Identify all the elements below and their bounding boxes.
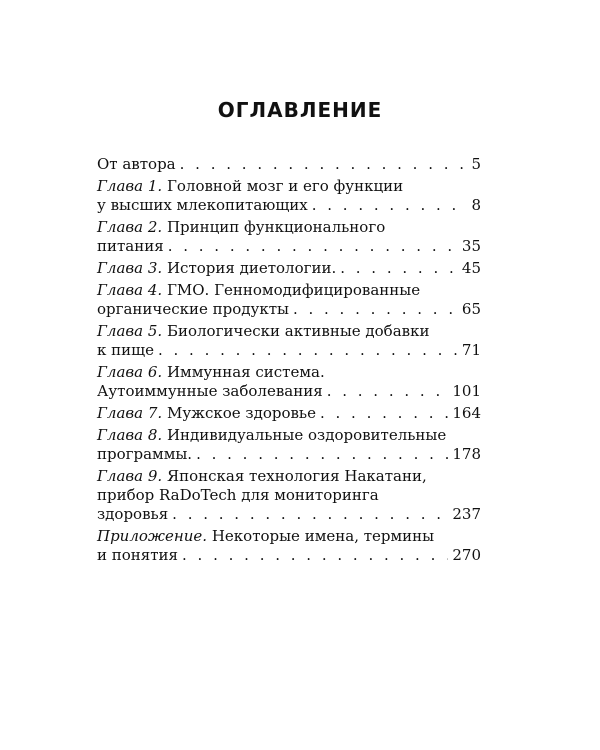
page-number: 8: [471, 196, 481, 214]
toc-entry-text: [97, 546, 178, 565]
leader-dots: [293, 300, 458, 319]
chapter-prefix: Глава 3.: [97, 259, 163, 277]
toc-entry-text: [97, 281, 420, 299]
toc-entry-line: [97, 546, 481, 565]
toc-entry-title: и понятия: [97, 546, 179, 564]
page-number: 71: [461, 341, 481, 359]
leader-dots: [312, 196, 463, 215]
chapter-prefix: Глава 4.: [97, 281, 163, 299]
toc-entry-text: [97, 237, 164, 256]
toc-entry[interactable]: [97, 426, 481, 464]
chapter-prefix: Глава 8.: [97, 426, 163, 444]
toc-entry-line: [97, 527, 481, 546]
toc-entry-line: [97, 259, 481, 278]
toc-entry-line: [97, 322, 481, 341]
toc-entry-text: [97, 467, 427, 485]
leader-dots: [172, 505, 448, 524]
page-number: 45: [461, 259, 481, 277]
toc-entry[interactable]: [97, 155, 481, 174]
toc-entry[interactable]: [97, 281, 481, 319]
page-number: 164: [452, 404, 481, 422]
toc-entry-line: [97, 363, 481, 382]
toc-entry-title: Головной мозг и его функции: [166, 177, 404, 195]
chapter-prefix: Глава 7.: [97, 404, 163, 422]
toc-entry-title: История диетологии.: [166, 259, 337, 277]
toc-entry-title: к пище: [97, 341, 154, 359]
leader-dots: [182, 546, 448, 565]
toc-entry-text: [97, 382, 323, 401]
toc-entry[interactable]: [97, 218, 481, 256]
toc-entry-text: [97, 259, 336, 278]
toc-entry-line: [97, 467, 481, 486]
toc-entry-title: программы.: [97, 445, 193, 463]
toc-entry-text: [97, 196, 308, 215]
toc-entry-title: питания: [97, 237, 164, 255]
page-number: 65: [461, 300, 481, 318]
toc-entry[interactable]: [97, 527, 481, 565]
toc-entry-text: [97, 177, 403, 195]
toc-entry-line: [97, 382, 481, 401]
leader-dots: [320, 404, 448, 423]
toc-entry-title: прибор RaDoTech для мониторинга: [97, 486, 379, 504]
toc-entry-line: [97, 426, 481, 445]
chapter-prefix: Глава 5.: [97, 322, 163, 340]
toc-entry-line: [97, 281, 481, 300]
page-number: 35: [461, 237, 481, 255]
toc-entry-text: [97, 300, 289, 319]
page-title: ОГЛАВЛЕНИЕ: [217, 98, 383, 122]
leader-dots: [196, 445, 448, 464]
toc-entry-text: [97, 426, 446, 444]
leader-dots: [168, 237, 458, 256]
chapter-prefix: Глава 2.: [97, 218, 163, 236]
toc-entry-text: [97, 527, 434, 545]
toc-entry[interactable]: [97, 467, 481, 524]
table-of-contents: [97, 155, 481, 568]
toc-entry-title: Принцип функционального: [166, 218, 386, 236]
toc-entry-line: [97, 486, 481, 505]
toc-entry-line: [97, 445, 481, 464]
page-number: 237: [452, 505, 481, 523]
toc-entry-text: [97, 341, 154, 360]
toc-entry-text: [97, 155, 176, 174]
toc-entry-line: [97, 155, 481, 174]
toc-entry-title: От автора: [97, 155, 176, 173]
leader-dots: [327, 382, 449, 401]
toc-entry[interactable]: [97, 322, 481, 360]
toc-entry-text: [97, 445, 192, 464]
page-number: 101: [452, 382, 481, 400]
toc-entry-title: органические продукты: [97, 300, 289, 318]
toc-entry-title: Японская технология Накатани,: [166, 467, 427, 485]
page-number: 178: [452, 445, 481, 463]
toc-entry-line: [97, 177, 481, 196]
leader-dots: [180, 155, 463, 174]
page-number: 270: [452, 546, 481, 564]
toc-entry[interactable]: [97, 259, 481, 278]
toc-entry-title: ГМО. Генномодифицированные: [166, 281, 421, 299]
toc-entry[interactable]: [97, 177, 481, 215]
toc-entry[interactable]: [97, 404, 481, 423]
toc-entry-line: [97, 237, 481, 256]
toc-entry-line: [97, 341, 481, 360]
toc-entry-line: [97, 505, 481, 524]
toc-entry-title: Мужское здоровье: [166, 404, 316, 422]
toc-entry-title: Некоторые имена, термины: [211, 527, 435, 545]
chapter-prefix: Глава 6.: [97, 363, 163, 381]
toc-entry-text: [97, 218, 385, 236]
chapter-prefix: Глава 9.: [97, 467, 163, 485]
page-number: 5: [471, 155, 481, 173]
toc-entry-title: у высших млекопитающих: [97, 196, 308, 214]
toc-entry-title: Биологически активные добавки: [166, 322, 430, 340]
toc-entry-title: Индивидуальные оздоровительные: [166, 426, 447, 444]
toc-entry-text: [97, 486, 379, 504]
toc-entry-text: [97, 404, 316, 423]
toc-entry-line: [97, 300, 481, 319]
chapter-prefix: Глава 1.: [97, 177, 163, 195]
toc-entry[interactable]: [97, 363, 481, 401]
toc-entry-text: [97, 322, 429, 340]
toc-entry-title: Аутоиммунные заболевания: [97, 382, 323, 400]
toc-entry-title: здоровья: [97, 505, 169, 523]
toc-entry-text: [97, 505, 168, 524]
leader-dots: [340, 259, 458, 278]
toc-entry-line: [97, 404, 481, 423]
leader-dots: [158, 341, 458, 360]
chapter-prefix: Приложение.: [97, 527, 208, 545]
toc-entry-line: [97, 196, 481, 215]
toc-entry-line: [97, 218, 481, 237]
toc-entry-text: [97, 363, 325, 381]
toc-entry-title: Иммунная система.: [166, 363, 325, 381]
